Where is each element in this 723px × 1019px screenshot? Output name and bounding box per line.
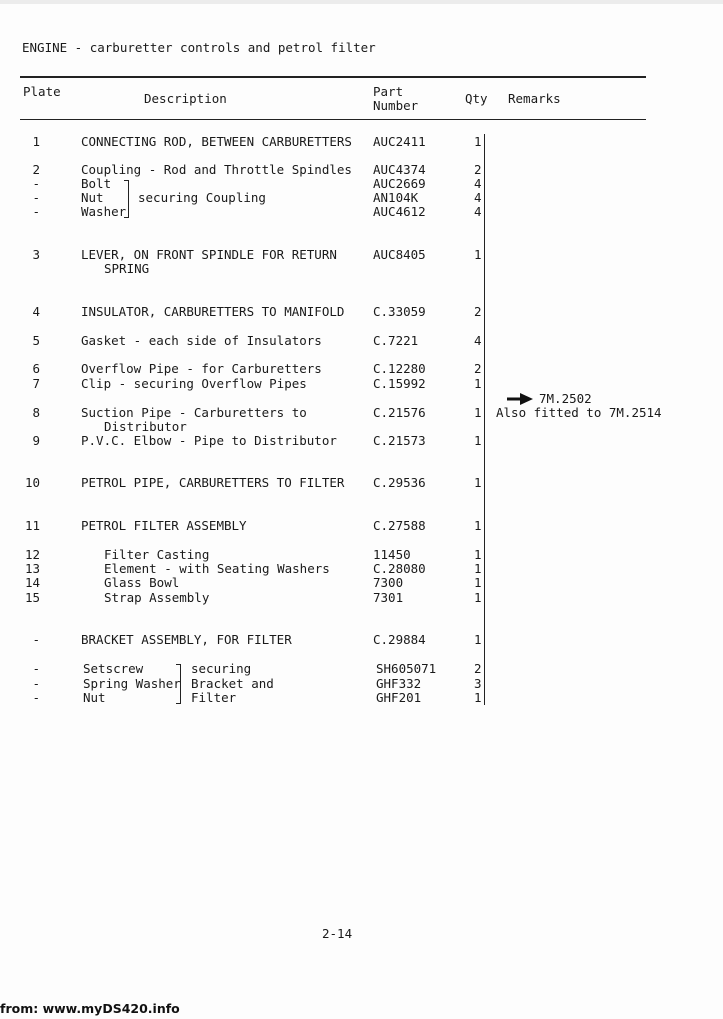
description-cell: Suction Pipe - Carburetters to [81,405,307,420]
plate-cell: 4 [32,304,40,319]
part-number-cell: C.33059 [373,304,426,319]
qty-cell: 1 [474,690,482,705]
part-number-cell: 7301 [373,590,404,605]
plate-cell: 6 [32,361,40,376]
col-header-plate: Plate [23,84,61,99]
part-number-cell: C.12280 [373,361,426,376]
description-cell: PETROL PIPE, CARBURETTERS TO FILTER [81,475,345,490]
plate-cell: - [32,676,40,691]
col-header-remarks: Remarks [508,91,561,106]
qty-cell: 4 [474,190,482,205]
description-cell: LEVER, ON FRONT SPINDLE FOR RETURN [81,247,337,262]
part-number-cell: AUC2411 [373,134,426,149]
plate-cell: 10 [24,475,40,490]
qty-cell: 2 [474,304,482,319]
part-number-cell: C.27588 [373,518,426,533]
plate-cell: 14 [24,575,40,590]
bracket-note-line1: securing [191,661,252,676]
description-cell: Spring Washer [83,676,181,691]
col-header-part-line1: Part [373,84,404,99]
description-cell: Bolt [81,176,112,191]
plate-cell: 1 [32,134,40,149]
description-cell-continued: SPRING [104,261,150,276]
plate-cell: 15 [24,590,40,605]
plate-cell: 8 [32,405,40,420]
plate-cell: 2 [32,162,40,177]
plate-cell: 13 [24,561,40,576]
header-bottom-rule [20,119,646,120]
description-cell: Nut [83,690,106,705]
description-cell: Coupling - Rod and Throttle Spindles [81,162,352,177]
description-cell: BRACKET ASSEMBLY, FOR FILTER [81,632,292,647]
description-cell: PETROL FILTER ASSEMBLY [81,518,247,533]
plate-cell: - [32,690,40,705]
part-number-cell: AUC4612 [373,204,426,219]
description-cell: Setscrew [83,661,144,676]
qty-cell: 1 [474,405,482,420]
description-cell: CONNECTING ROD, BETWEEN CARBURETTERS [81,134,352,149]
part-number-cell: C.15992 [373,376,426,391]
qty-cell: 1 [474,433,482,448]
qty-cell: 4 [474,333,482,348]
arrow-right-icon [507,393,533,405]
part-number-cell: SH605071 [376,661,437,676]
coupling-brace [124,180,129,218]
qty-cell: 3 [474,676,482,691]
description-cell: Strap Assembly [104,590,210,605]
remarks-range: 7M.2502 [539,391,592,406]
description-cell: Gasket - each side of Insulators [81,333,322,348]
col-header-description: Description [144,91,227,106]
source-footer: from: www.myDS420.info [0,1001,180,1016]
part-number-cell: GHF201 [376,690,422,705]
qty-cell: 1 [474,632,482,647]
plate-cell: - [32,632,40,647]
part-number-cell: AUC4374 [373,162,426,177]
plate-cell: 9 [32,433,40,448]
part-number-cell: C.29884 [373,632,426,647]
description-cell: P.V.C. Elbow - Pipe to Distributor [81,433,337,448]
part-number-cell: GHF332 [376,676,422,691]
part-number-cell: AUC8405 [373,247,426,262]
description-cell: Nut [81,190,104,205]
qty-cell: 1 [474,547,482,562]
plate-cell: 12 [24,547,40,562]
col-header-qty: Qty [465,91,488,106]
scan-edge [0,0,723,4]
col-header-part-line2: Number [373,98,419,113]
plate-cell: - [32,190,40,205]
description-cell: Clip - securing Overflow Pipes [81,376,307,391]
part-number-cell: C.28080 [373,561,426,576]
qty-cell: 2 [474,162,482,177]
qty-cell: 1 [474,475,482,490]
header-top-rule [20,76,646,78]
qty-cell: 1 [474,561,482,576]
part-number-cell: C.29536 [373,475,426,490]
part-number-cell: C.7221 [373,333,419,348]
description-cell: Washer [81,204,127,219]
plate-cell: 5 [32,333,40,348]
description-cell-continued: Distributor [104,419,187,434]
part-number-cell: AN104K [373,190,419,205]
remarks-also-fitted: Also fitted to 7M.2514 [496,405,662,420]
coupling-group-note: securing Coupling [138,190,266,205]
page-number: 2-14 [322,926,353,941]
description-cell: Glass Bowl [104,575,180,590]
qty-cell: 4 [474,176,482,191]
part-number-cell: 11450 [373,547,411,562]
plate-cell: - [32,661,40,676]
page-title: ENGINE - carburetter controls and petrol filter [22,40,376,55]
qty-cell: 1 [474,247,482,262]
qty-column-rule [484,134,485,705]
part-number-cell: AUC2669 [373,176,426,191]
part-number-cell: 7300 [373,575,404,590]
description-cell: Filter Casting [104,547,210,562]
qty-cell: 2 [474,361,482,376]
description-cell: INSULATOR, CARBURETTERS TO MANIFOLD [81,304,345,319]
qty-cell: 1 [474,376,482,391]
part-number-cell: C.21573 [373,433,426,448]
description-cell: Overflow Pipe - for Carburetters [81,361,322,376]
plate-cell: 11 [24,518,40,533]
plate-cell: - [32,176,40,191]
plate-cell: 3 [32,247,40,262]
bracket-brace [176,664,181,704]
description-cell: Element - with Seating Washers [104,561,330,576]
qty-cell: 1 [474,575,482,590]
qty-cell: 1 [474,590,482,605]
qty-cell: 1 [474,518,482,533]
qty-cell: 4 [474,204,482,219]
plate-cell: 7 [32,376,40,391]
qty-cell: 2 [474,661,482,676]
part-number-cell: C.21576 [373,405,426,420]
bracket-note-line3: Filter [191,690,237,705]
qty-cell: 1 [474,134,482,149]
bracket-note-line2: Bracket and [191,676,274,691]
plate-cell: - [32,204,40,219]
